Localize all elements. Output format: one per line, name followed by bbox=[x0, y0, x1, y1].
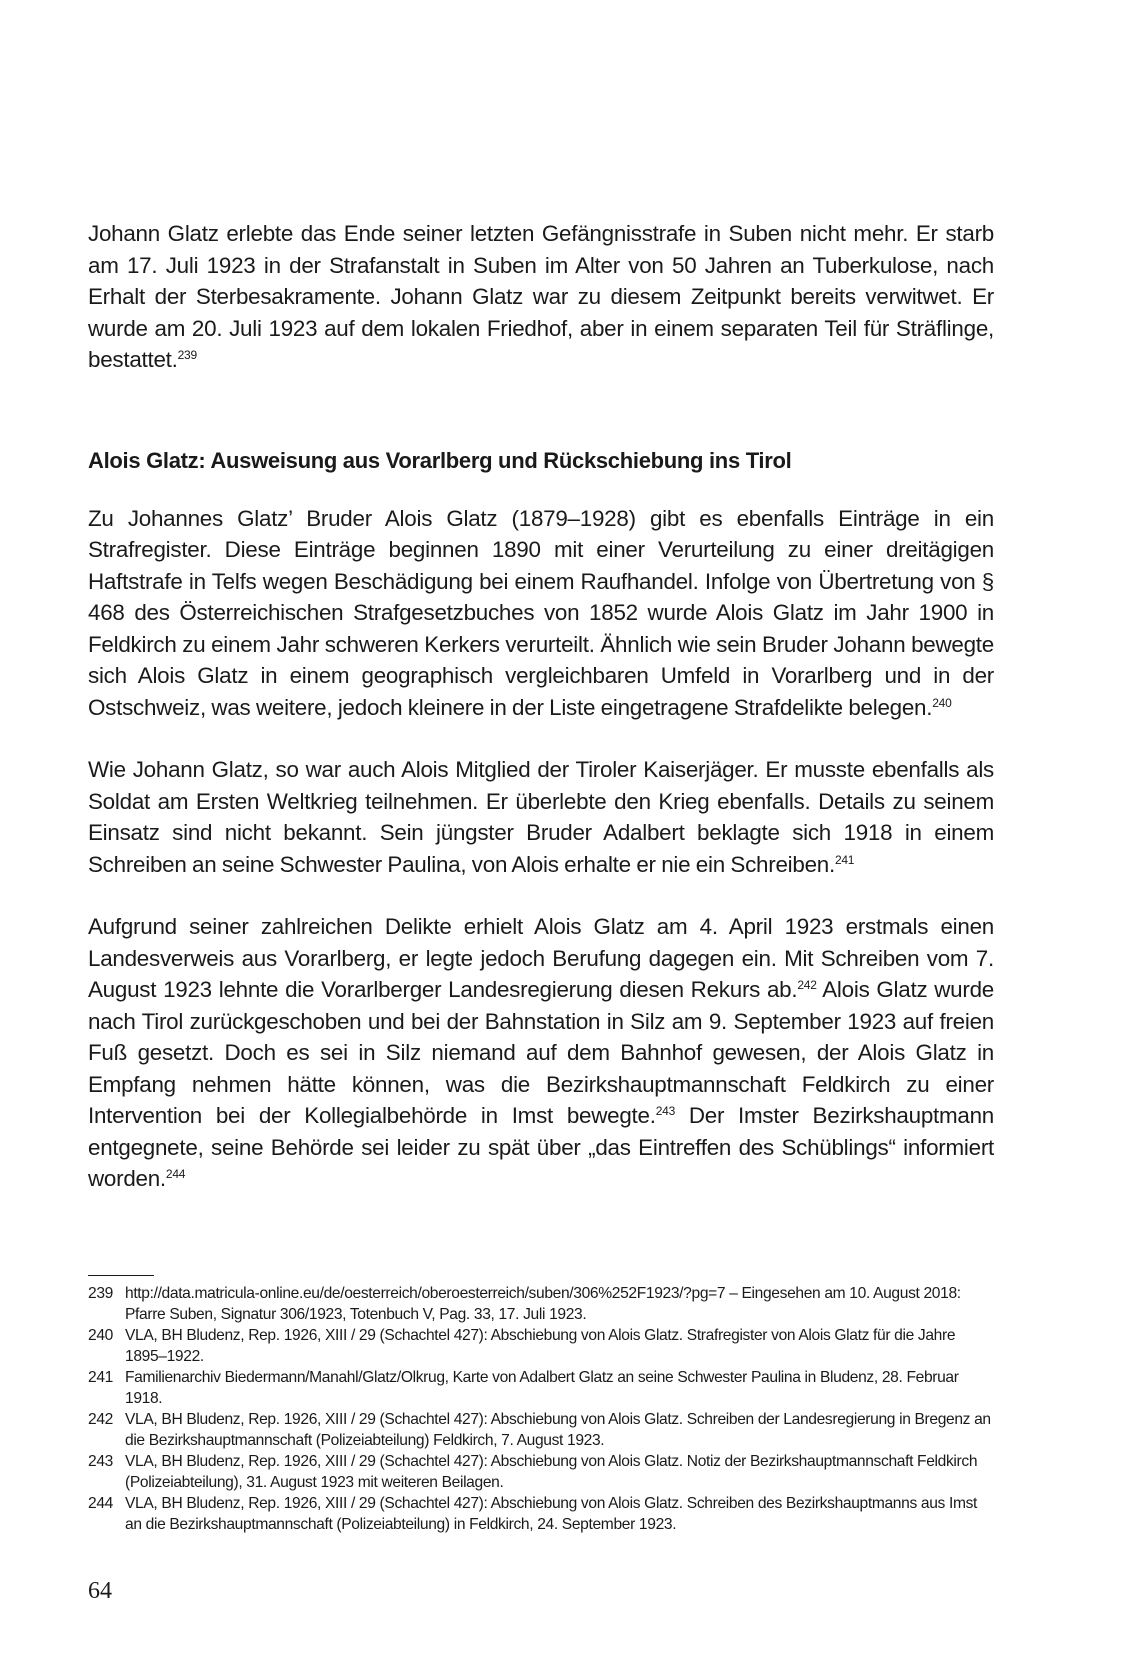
footnote-ref-242[interactable]: 242 bbox=[797, 978, 817, 992]
footnote-number: 243 bbox=[88, 1453, 113, 1470]
footnote-number: 242 bbox=[88, 1411, 113, 1428]
footnote-ref-244[interactable]: 244 bbox=[165, 1167, 186, 1181]
footnote-separator bbox=[88, 1275, 154, 1276]
paragraph-3 bbox=[88, 754, 994, 880]
footnote-240 bbox=[88, 1325, 994, 1367]
footnote-text: http://data.matricula-online.eu/de/oesterreich/oberoesterreich/suben/306%252F1923/?pg=7 – Eingesehen am 10. August 2018: Pfarre Suben, Signatur 306/1923, Totenbuch V, Pag. 33, 17. Juli 1923. bbox=[125, 1285, 961, 1323]
footnote-text: Familienarchiv Biedermann/Manahl/Glatz/Olkrug, Karte von Adalbert Glatz an seine Schwester Paulina in Bludenz, 28. Februar 1918. bbox=[125, 1369, 959, 1407]
footnote-number: 244 bbox=[88, 1495, 113, 1512]
main-text bbox=[88, 218, 994, 1195]
footnote-ref-243[interactable]: 243 bbox=[655, 1104, 675, 1118]
paragraph-4 bbox=[88, 911, 994, 1195]
footnote-number: 240 bbox=[88, 1327, 113, 1344]
footnote-text: VLA, BH Bludenz, Rep. 1926, XIII / 29 (Schachtel 427): Abschiebung von Alois Glatz. Schreiben des Bezirkshauptmanns aus Imst an die Bezirkshauptmannschaft (Polizeiabteilung) in Feldkirch, 24. September 1923. bbox=[125, 1495, 978, 1533]
footnote-243 bbox=[88, 1451, 994, 1493]
footnote-244 bbox=[88, 1493, 994, 1535]
section-heading: Alois Glatz: Ausweisung aus Vorarlberg und Rückschiebung ins Tirol bbox=[88, 447, 792, 473]
footnote-239 bbox=[88, 1283, 994, 1325]
footnote-242 bbox=[88, 1409, 994, 1451]
paragraph-4-text-b: Alois Glatz wurde nach Tirol zurückgeschoben und bei der Bahnstation in Silz am 9. September 1923 auf freien Fuß gesetzt. Doch es sei in Silz niemand auf dem Bahnhof gewesen, der Alois Glatz in Empfang nehmen hätte können, was die Bezirkshauptmannschaft Feldkirch zu einer Intervention bei der Kollegialbehörde in Imst bewegte. bbox=[88, 977, 994, 1128]
footnote-number: 239 bbox=[88, 1285, 113, 1302]
paragraph-4-text-a: Aufgrund seiner zahlreichen Delikte erhielt Alois Glatz am 4. April 1923 erstmals einen Landesverweis aus Vorarlberg, er legte jedoch Berufung dagegen ein. Mit Schreiben vom 7. August 1923 lehnte die Vorarlberger Landesregierung diesen Rekurs ab. bbox=[88, 914, 994, 1002]
page-number: 64 bbox=[88, 1578, 112, 1604]
footnote-241 bbox=[88, 1367, 994, 1409]
footnote-ref-239[interactable]: 239 bbox=[177, 348, 197, 362]
paragraph-1 bbox=[88, 218, 994, 376]
paragraph-2 bbox=[88, 503, 994, 724]
footnote-ref-241[interactable]: 241 bbox=[834, 852, 855, 867]
footnote-text: VLA, BH Bludenz, Rep. 1926, XIII / 29 (Schachtel 427): Abschiebung von Alois Glatz. Notiz der Bezirkshauptmannschaft Feldkirch (Polizeiabteilung), 31. August 1923 mit weiteren Beilagen. bbox=[125, 1453, 978, 1491]
paragraph-3-text: Wie Johann Glatz, so war auch Alois Mitglied der Tiroler Kaiserjäger. Er musste ebenfalls als Soldat am Ersten Weltkrieg teilnehmen. Er überlebte den Krieg ebenfalls. Details zu seinem Einsatz sind nicht bekannt. Sein jüngster Bruder Adalbert beklagte sich 1918 in einem Schreiben an seine Schwester Paulina, von Alois erhalte er nie ein Schreiben. bbox=[88, 757, 994, 877]
footnote-text: VLA, BH Bludenz, Rep. 1926, XIII / 29 (Schachtel 427): Abschiebung von Alois Glatz. Strafregister von Alois Glatz für die Jahre 1895–1922. bbox=[125, 1327, 956, 1365]
paragraph-4-text-c: Der Imster Bezirkshauptmann entgegnete, seine Behörde sei leider zu spät über „das Eintreffen des Schüblings“ informiert worden. bbox=[88, 1103, 994, 1191]
footnote-text: VLA, BH Bludenz, Rep. 1926, XIII / 29 (Schachtel 427): Abschiebung von Alois Glatz. Schreiben der Landesregierung in Bregenz an die Bezirkshauptmannschaft (Polizeiabteilung) Feldkirch, 7. August 1923. bbox=[125, 1411, 991, 1449]
footnote-ref-240[interactable]: 240 bbox=[932, 695, 952, 710]
footnote-number: 241 bbox=[88, 1369, 113, 1386]
footnotes bbox=[88, 1283, 994, 1535]
paragraph-2-text: Zu Johannes Glatz’ Bruder Alois Glatz (1879–1928) gibt es ebenfalls Einträge in ein Strafregister. Diese Einträge beginnen 1890 mit einer Verurteilung zu einer dreitägigen Haftstrafe in Telfs wegen Beschädigung bei einem Raufhandel. Infolge von Übertretung von § 468 des Österreichischen Strafgesetzbuches von 1852 wurde Alois Glatz im Jahr 1900 in Feldkirch zu einem Jahr schweren Kerkers verurteilt. Ähnlich wie sein Bruder Johann bewegte sich Alois Glatz in einem geographisch vergleichbaren Umfeld in Vorarlberg und in der Ostschweiz, was weitere, jedoch kleinere in der Liste eingetragene Strafdelikte belegen. bbox=[88, 505, 994, 720]
paragraph-1-text: Johann Glatz erlebte das Ende seiner letzten Gefängnisstrafe in Suben nicht mehr. Er starb am 17. Juli 1923 in der Strafanstalt in Suben im Alter von 50 Jahren an Tuberkulose, nach Erhalt der Sterbesakramente. Johann Glatz war zu diesem Zeitpunkt bereits verwitwet. Er wurde am 20. Juli 1923 auf dem lokalen Friedhof, aber in einem separaten Teil für Sträflinge, bestattet. bbox=[88, 221, 994, 372]
